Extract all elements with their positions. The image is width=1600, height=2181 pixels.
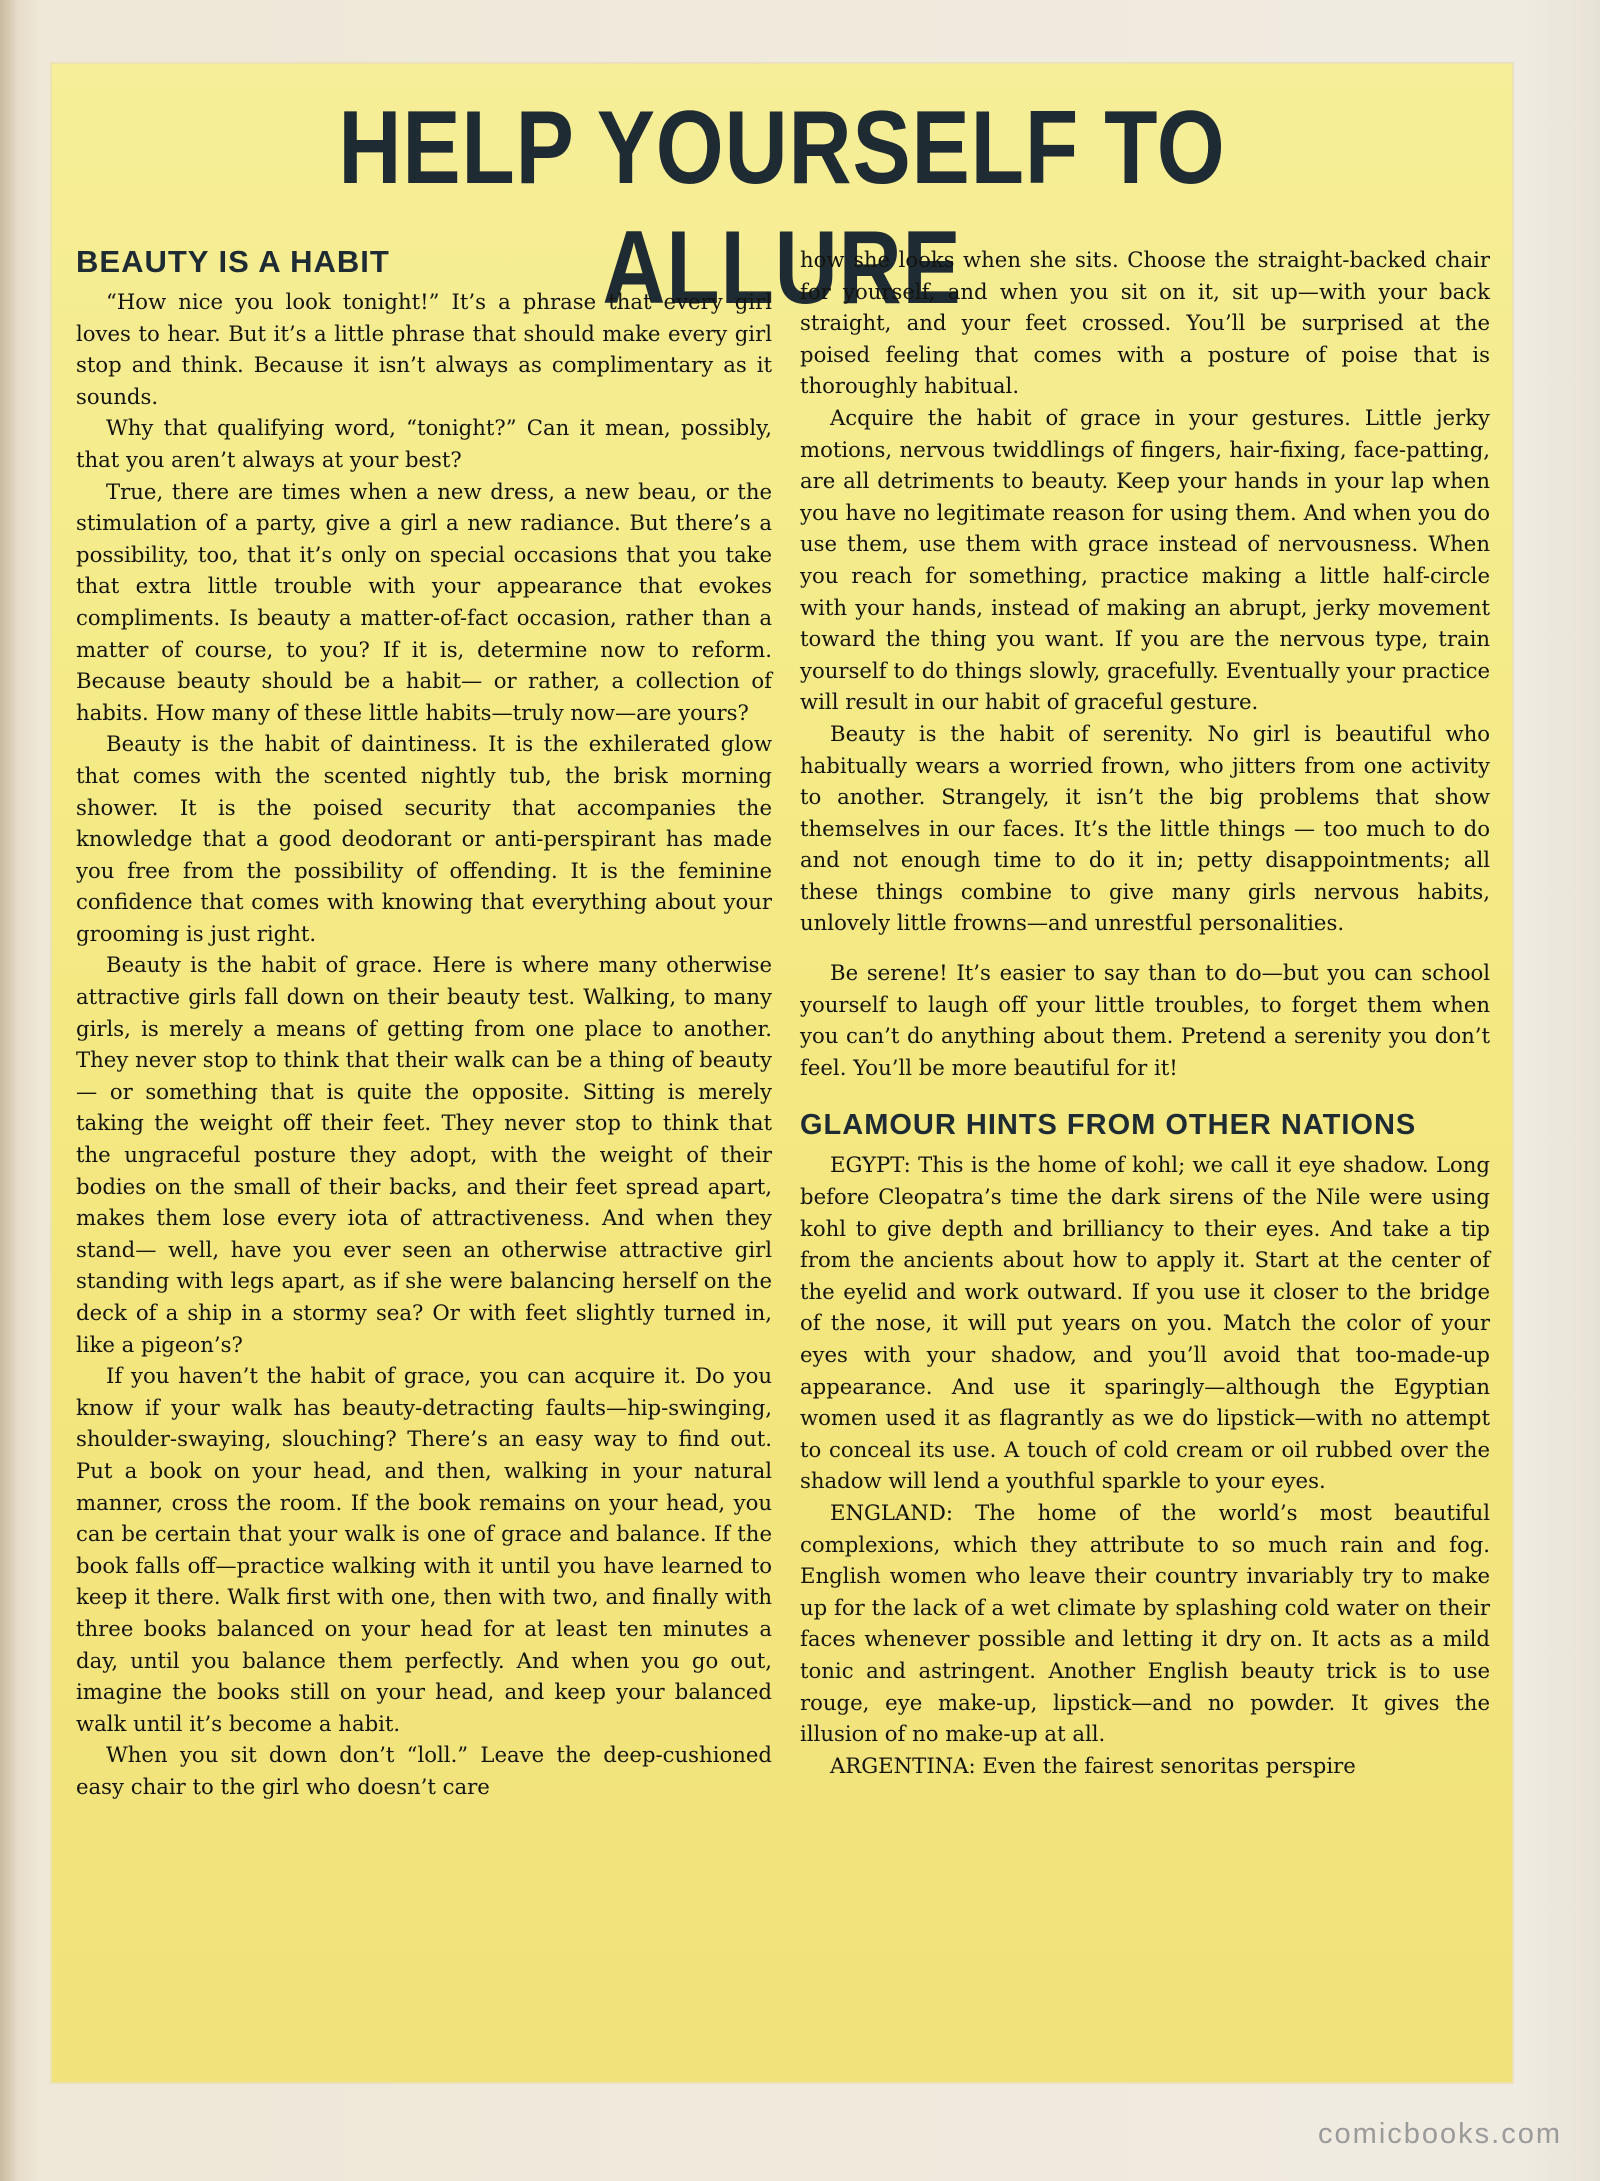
- paragraph: “How nice you look tonight!” It’s a phrase that every girl loves to hear. But it’s a little phrase that should make every girl stop and think. Because it isn’t always as complimentary as it sounds.: [76, 289, 772, 409]
- paragraph: how she looks when she sits. Choose the straight-backed chair for yourself, and when you sit on it, sit up—with your back straight, and your feet crossed. You’ll be surprised at the poised feeling that comes with a posture of poise that is thoroughly habitual.: [800, 247, 1490, 399]
- right-column: [800, 244, 1490, 1781]
- section-heading-glamour-hints: GLAMOUR HINTS FROM OTHER NATIONS: [800, 1109, 1417, 1142]
- left-column: [76, 286, 772, 1803]
- paragraph: Why that qualifying word, “tonight?” Can it mean, possibly, that you aren’t always at your best?: [76, 415, 772, 472]
- article-title: HELP YOURSELF TO ALLURE: [338, 90, 1226, 326]
- paragraph: Acquire the habit of grace in your gestures. Little jerky motions, nervous twiddlings of fingers, hair-fixing, face-patting, are all detriments to beauty. Keep your hands in your lap when you have no legitimate reason for using them. And when you do use them, use them with grace instead of nervousness. When you reach for something, practice making a little half-circle with your hands, instead of making an abrupt, jerky movement toward the thing you want. If you are the nervous type, train yourself to do things slowly, gracefully. Eventually your practice will result in our habit of graceful gesture.: [800, 404, 1490, 715]
- paragraph-england: ENGLAND: The home of the world’s most beautiful complexions, which they attribute to so much rain and fog. English women who leave their country invariably try to make up for the lack of a wet climate by splashing cold water on their faces whenever possible and letting it dry on. It acts as a mild tonic and astringent. Another English beauty trick is to use rouge, eye make-up, lipstick—and no powder. It gives the illusion of no make-up at all.: [800, 1499, 1490, 1747]
- paragraph: True, there are times when a new dress, a new beau, or the stimulation of a party, give a girl a new radiance. But there’s a possibility, too, that it’s only on special occasions that you take that extra little trouble with your appearance that evokes compliments. Is beauty a matter-of-fact occasion, rather than a matter of course, to you? If it is, determine now to reform. Because beauty should be a habit— or rather, a collection of habits. How many of these little habits—truly now—are yours?: [76, 478, 772, 725]
- paragraph: Be serene! It’s easier to say than to do—but you can school yourself to laugh off your little troubles, to forget them when you can’t do anything about them. Pretend a serenity you don’t feel. You’ll be more beautiful for it!: [800, 960, 1490, 1080]
- paragraph-argentina: ARGENTINA: Even the fairest senoritas perspire: [830, 1752, 1356, 1778]
- paragraph-egypt: EGYPT: This is the home of kohl; we call it eye shadow. Long before Cleopatra’s time the dark sirens of the Nile were using kohl to give depth and brilliancy to their eyes. And take a tip from the ancients about how to apply it. Start at the center of the eyelid and work outward. If you use it closer to the bridge of the nose, it will put years on you. Match the color of your eyes with your shadow, and you’ll avoid that too-made-up appearance. And use it sparingly—although the Egyptian women used it as flagrantly as we do lipstick—with no attempt to conceal its use. A touch of cold cream or oil rubbed over the shadow will lend a youthful sparkle to your eyes.: [800, 1152, 1490, 1494]
- site-watermark: comicbooks.com: [1318, 2118, 1562, 2150]
- paragraph: If you haven’t the habit of grace, you can acquire it. Do you know if your walk has beauty-detracting faults—hip-swinging, shoulder-swaying, slouching? There’s an easy way to find out. Put a book on your head, and then, walking in your natural manner, cross the room. If the book remains on your head, you can be certain that your walk is one of grace and balance. If the book falls off—practice walking with it until you have learned to keep it there. Walk first with one, then with two, and finally with three books balanced on your head for at least ten minutes a day, until you balance them perfectly. And when you go out, imagine the books still on your head, and keep your balanced walk until it’s become a habit.: [76, 1363, 772, 1736]
- section-heading-beauty-habit: BEAUTY IS A HABIT: [76, 244, 390, 279]
- paragraph: Beauty is the habit of grace. Here is where many otherwise attractive girls fall down on their beauty test. Walking, to many girls, is merely a means of getting from one place to another. They never stop to think that their walk can be a thing of beauty— or something that is quite the opposite. Sitting is merely taking the weight off their feet. They never stop to think that the ungraceful posture they adopt, with the weight of their bodies on the small of their backs, and their feet spread apart, makes them lose every iota of attractiveness. And when they stand— well, have you ever seen an otherwise attractive girl standing with legs apart, as if she were balancing herself on the deck of a ship in a stormy sea? Or with feet slightly turned in, like a pigeon’s?: [76, 952, 772, 1357]
- paragraph: Beauty is the habit of daintiness. It is the exhilerated glow that comes with the scented nightly tub, the brisk morning shower. It is the poised security that accompanies the knowledge that a good deodorant or anti-perspirant has made you free from the possibility of offending. It is the feminine confidence that comes with knowing that everything about your grooming is just right.: [76, 731, 772, 946]
- paragraph: Beauty is the habit of serenity. No girl is beautiful who habitually wears a worried frown, who jitters from one activity to another. Strangely, it isn’t the big problems that show themselves in our faces. It’s the little things — too much to do and not enough time to do it in; petty disappointments; all these things combine to give many girls nervous habits, unlovely little frowns—and unrestful personalities.: [800, 720, 1490, 936]
- article-panel: [50, 62, 1514, 2084]
- paragraph: When you sit down don’t “loll.” Leave the deep-cushioned easy chair to the girl who doesn’t care: [76, 1742, 772, 1799]
